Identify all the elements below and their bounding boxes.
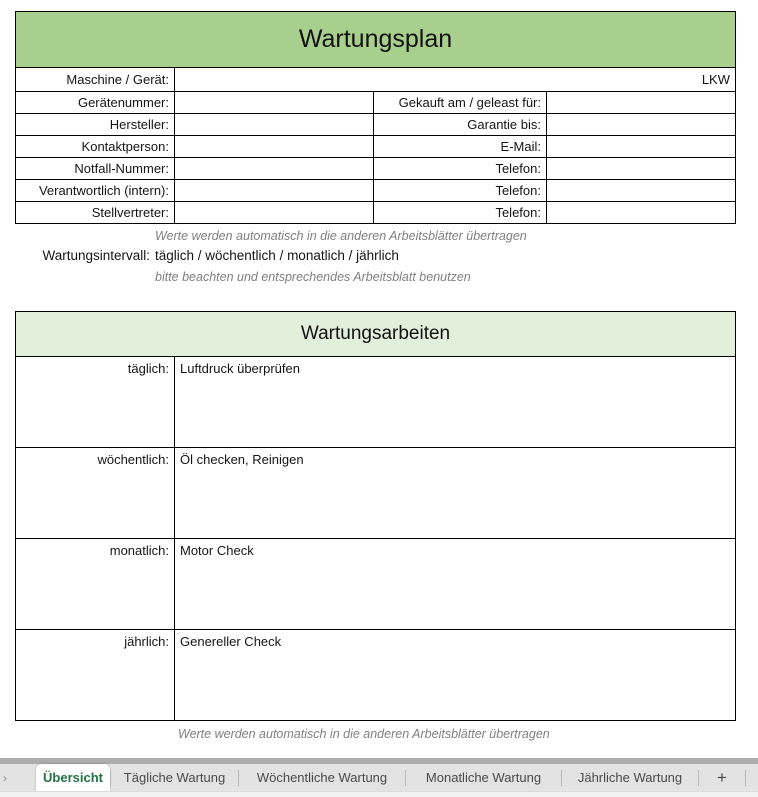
kontaktperson-value-cell[interactable] — [174, 136, 373, 157]
garantie-bis-value-cell[interactable] — [546, 114, 735, 135]
tabbar-filler — [746, 764, 758, 791]
tab-jaehrliche-wartung[interactable]: Jährliche Wartung — [577, 770, 683, 785]
verantwortlich-label: Verantwortlich (intern): — [38, 183, 169, 198]
info-row-hersteller — [16, 113, 735, 135]
interval-note: bitte beachten und entsprechendes Arbeitsblatt benutzen — [155, 270, 471, 284]
woechentlich-value-cell[interactable]: Öl checken, Reinigen — [174, 448, 735, 538]
kontaktperson-label: Kontaktperson: — [81, 139, 169, 154]
hersteller-value-cell[interactable] — [174, 114, 373, 135]
chevron-right-icon: › — [3, 770, 7, 785]
tab-scroll-control[interactable] — [0, 764, 36, 791]
jaehrlich-value-cell[interactable]: Genereller Check — [174, 630, 735, 720]
taeglich-value-cell[interactable]: Luftdruck überprüfen — [174, 357, 735, 447]
transfer-note: Werte werden automatisch in die anderen Arbeitsblätter übertragen — [155, 229, 527, 243]
tasks-table — [15, 311, 736, 721]
plus-icon: + — [717, 767, 727, 787]
wartungsintervall-value[interactable]: täglich / wöchentlich / monatlich / jährlich — [155, 248, 399, 263]
task-row-woechentlich — [16, 447, 735, 538]
info-row-verantwortlich — [16, 179, 735, 201]
garantie-bis-label: Garantie bis: — [373, 114, 546, 135]
monatlich-label: monatlich: — [109, 543, 169, 558]
monatlich-value-cell[interactable]: Motor Check — [174, 539, 735, 629]
verantwortlich-value-cell[interactable] — [174, 180, 373, 201]
tab-taegliche-wartung[interactable]: Tägliche Wartung — [123, 770, 226, 785]
notfall-nummer-value-cell[interactable] — [174, 158, 373, 179]
task-row-taeglich — [16, 356, 735, 447]
info-row-notfall-nummer — [16, 157, 735, 179]
email-value-cell[interactable] — [546, 136, 735, 157]
geraetenummer-value-cell[interactable] — [174, 92, 373, 113]
stellvertreter-label: Stellvertreter: — [91, 205, 169, 220]
tabbar-bottom-strip — [0, 791, 758, 797]
task-row-jaehrlich — [16, 629, 735, 720]
woechentlich-label: wöchentlich: — [97, 452, 169, 467]
notfall-nummer-label: Notfall-Nummer: — [74, 161, 169, 176]
info-table — [15, 11, 736, 224]
telefon-1-label: Telefon: — [373, 158, 546, 179]
info-row-geraetenummer — [16, 91, 735, 113]
sheet-tab-bar — [0, 764, 758, 791]
telefon-1-value-cell[interactable] — [546, 158, 735, 179]
jaehrlich-label: jährlich: — [124, 634, 169, 649]
hersteller-label: Hersteller: — [109, 117, 169, 132]
info-row-kontaktperson — [16, 135, 735, 157]
tab-monatliche-wartung[interactable]: Monatliche Wartung — [425, 770, 542, 785]
maschine-label: Maschine / Gerät: — [66, 72, 169, 87]
tab-woechentliche-wartung[interactable]: Wöchentliche Wartung — [256, 770, 388, 785]
telefon-2-value-cell[interactable] — [546, 180, 735, 201]
taeglich-label: täglich: — [127, 361, 169, 376]
add-sheet-button[interactable] — [699, 764, 745, 791]
info-row-maschine — [16, 67, 735, 91]
geraetenummer-label: Gerätenummer: — [77, 95, 169, 110]
telefon-3-value-cell[interactable] — [546, 202, 735, 223]
email-label: E-Mail: — [373, 136, 546, 157]
telefon-2-label: Telefon: — [373, 180, 546, 201]
telefon-3-label: Telefon: — [373, 202, 546, 223]
gekauft-am-value-cell[interactable] — [546, 92, 735, 113]
tasks-table-title: Wartungsarbeiten — [16, 312, 735, 356]
transfer-note-bottom: Werte werden automatisch in die anderen Arbeitsblätter übertragen — [178, 727, 550, 741]
maschine-value-cell[interactable]: LKW — [174, 68, 735, 91]
tab-uebersicht[interactable]: Übersicht — [36, 764, 110, 791]
gekauft-am-label: Gekauft am / geleast für: — [373, 92, 546, 113]
wartungsintervall-label: Wartungsintervall: — [42, 248, 150, 263]
info-table-title: Wartungsplan — [16, 12, 735, 67]
task-row-monatlich — [16, 538, 735, 629]
stellvertreter-value-cell[interactable] — [174, 202, 373, 223]
info-row-stellvertreter — [16, 201, 735, 223]
